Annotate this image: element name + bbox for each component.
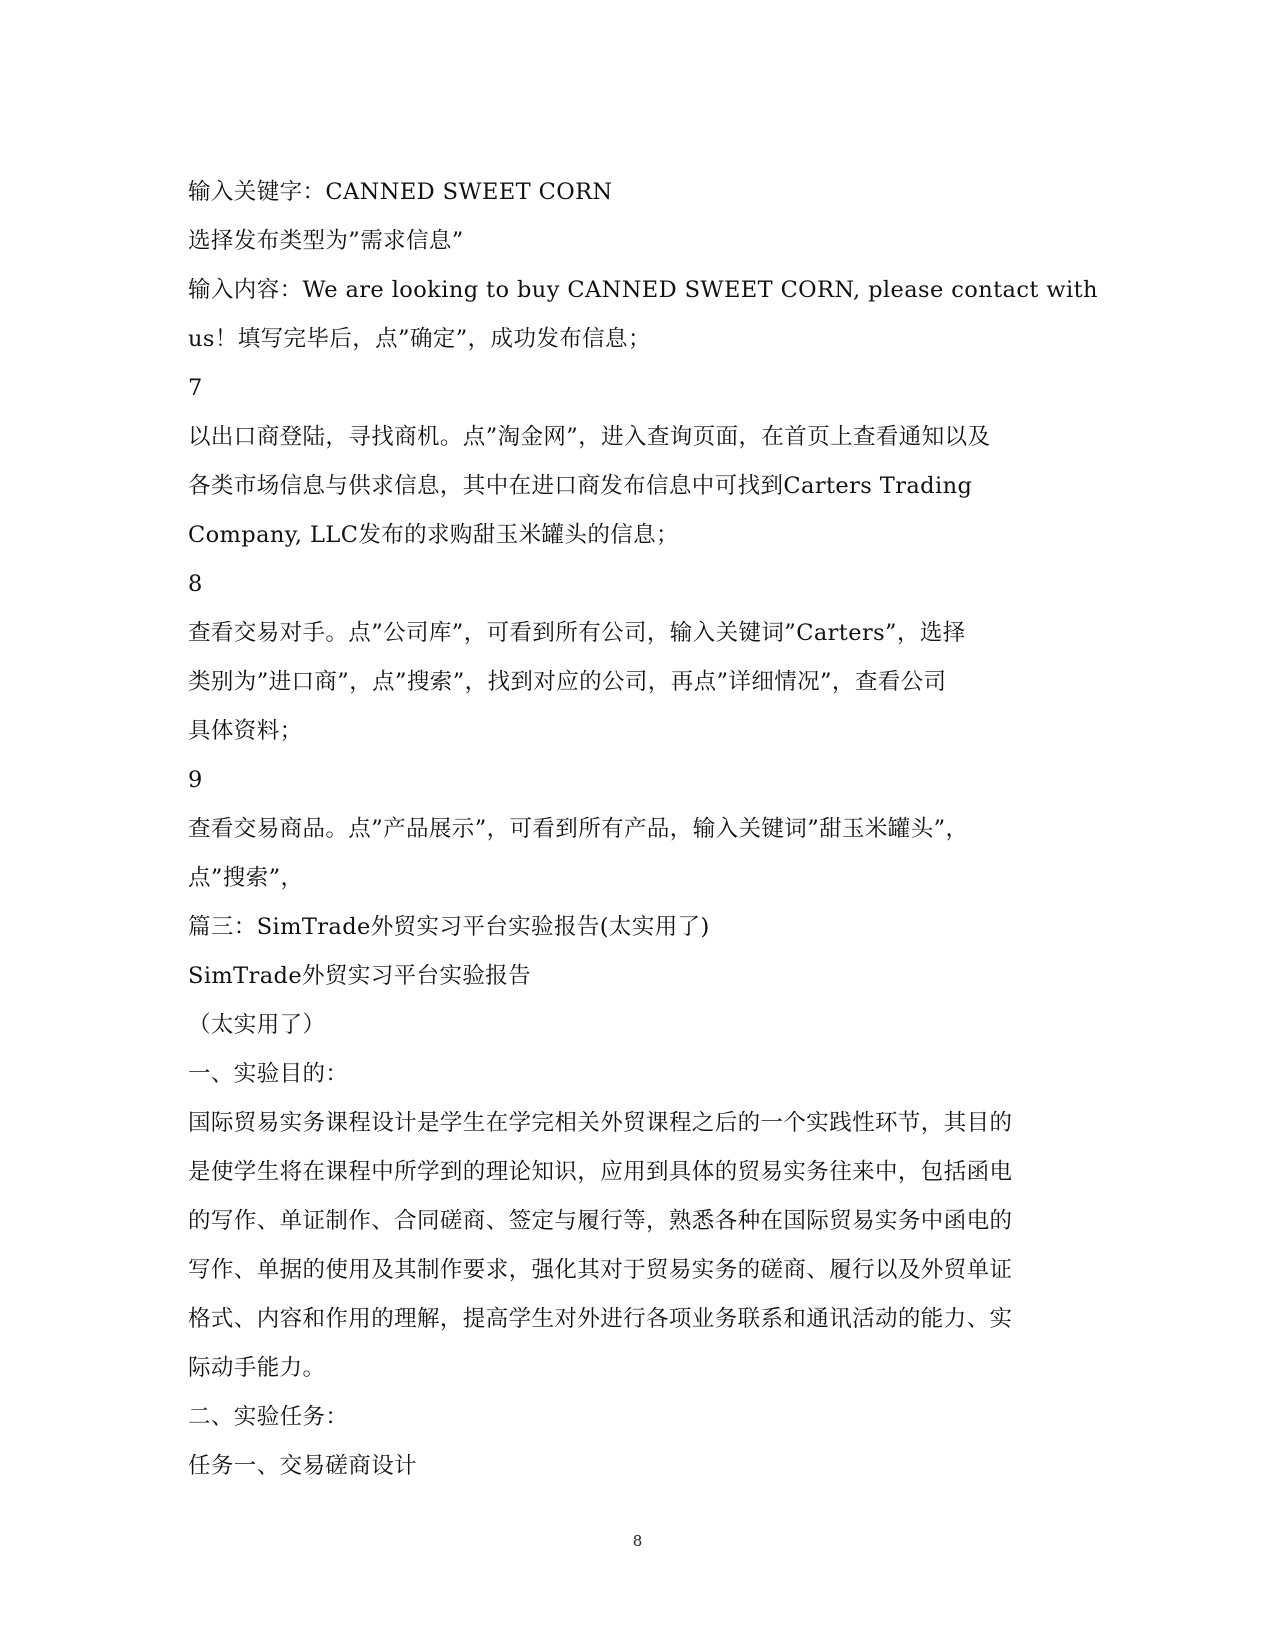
section-heading: 篇三：SimTrade外贸实习平台实验报告(太实用了) bbox=[188, 914, 710, 940]
step-number: 9 bbox=[188, 767, 203, 793]
section-heading: 一、实验目的： bbox=[188, 1061, 349, 1087]
text-line: 点”搜索”， bbox=[188, 865, 304, 891]
text-line: 格式、内容和作用的理解，提高学生对外进行各项业务联系和通讯活动的能力、实 bbox=[188, 1306, 1013, 1332]
text-line: 各类市场信息与供求信息，其中在进口商发布信息中可找到Carters Trading bbox=[188, 473, 973, 499]
text-line: 具体资料； bbox=[188, 718, 303, 744]
step-number: 7 bbox=[188, 375, 203, 401]
report-title: SimTrade外贸实习平台实验报告 bbox=[188, 963, 532, 989]
section-heading: 二、实验任务： bbox=[188, 1404, 349, 1430]
step-number: 8 bbox=[188, 571, 203, 597]
text-line: 选择发布类型为”需求信息” bbox=[188, 228, 464, 254]
text-line: 是使学生将在课程中所学到的理论知识，应用到具体的贸易实务往来中，包括函电 bbox=[188, 1159, 1013, 1185]
text-line: 查看交易商品。点”产品展示”，可看到所有产品，输入关键词”甜玉米罐头”， bbox=[188, 816, 969, 842]
text-line: 查看交易对手。点”公司库”，可看到所有公司，输入关键词”Carters”，选择 bbox=[188, 620, 966, 646]
text-line: Company, LLC发布的求购甜玉米罐头的信息； bbox=[188, 522, 679, 548]
text-line: 输入关键字：CANNED SWEET CORN bbox=[188, 179, 613, 205]
text-line: 输入内容：We are looking to buy CANNED SWEET CORN, please contact with bbox=[188, 277, 1098, 303]
text-line: 的写作、单证制作、合同磋商、签定与履行等，熟悉各种在国际贸易实务中函电的 bbox=[188, 1208, 1013, 1234]
text-line: 国际贸易实务课程设计是学生在学完相关外贸课程之后的一个实践性环节，其目的 bbox=[188, 1110, 1013, 1136]
text-line: 类别为”进口商”，点”搜索”，找到对应的公司，再点”详细情况”，查看公司 bbox=[188, 669, 947, 695]
report-subtitle: （太实用了） bbox=[188, 1012, 326, 1038]
text-line: 际动手能力。 bbox=[188, 1355, 326, 1381]
document-body bbox=[188, 168, 1098, 1491]
text-line: 写作、单据的使用及其制作要求，强化其对于贸易实务的磋商、履行以及外贸单证 bbox=[188, 1257, 1013, 1283]
text-line: us！填写完毕后，点”确定”，成功发布信息； bbox=[188, 326, 651, 352]
section-heading: 任务一、交易磋商设计 bbox=[188, 1453, 418, 1479]
page-number: 8 bbox=[632, 1532, 643, 1550]
text-line: 以出口商登陆，寻找商机。点”淘金网”，进入查询页面，在首页上查看通知以及 bbox=[188, 424, 991, 450]
